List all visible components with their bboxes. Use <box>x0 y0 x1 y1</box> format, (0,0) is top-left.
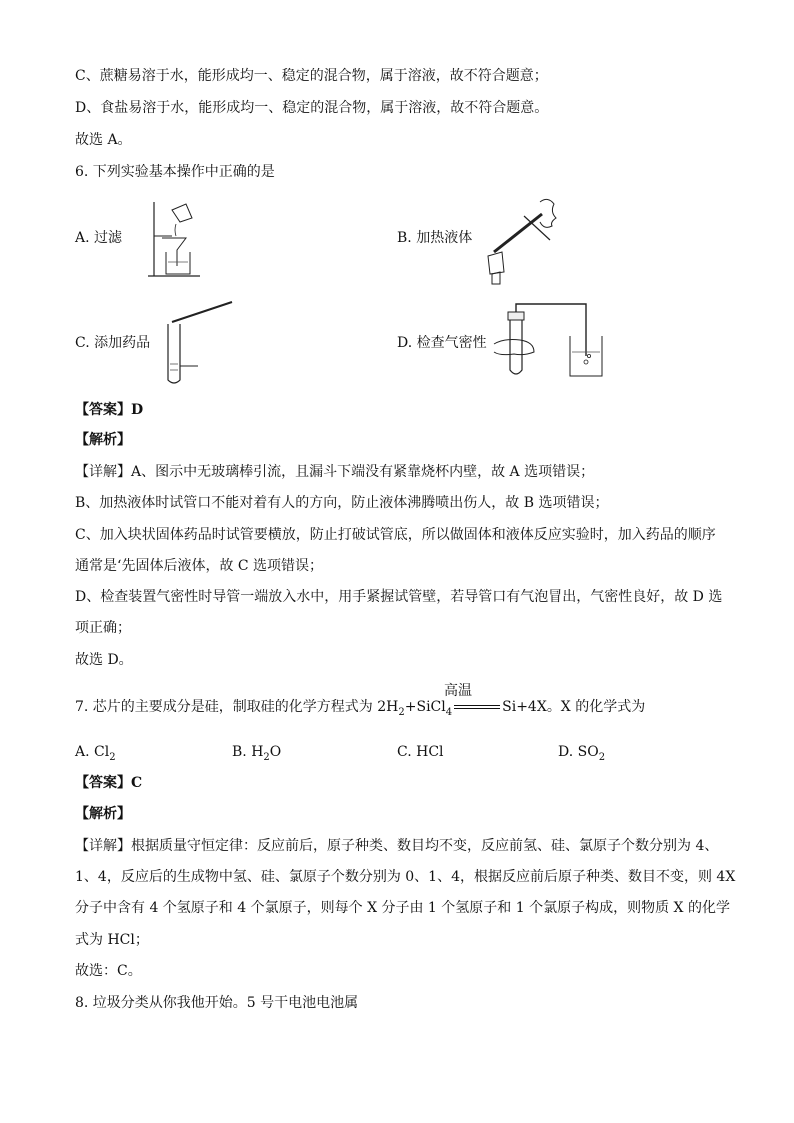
q7-stem-product: Si+4X <box>502 699 547 715</box>
adding-reagent-figure <box>158 296 240 386</box>
subscript: 2 <box>109 751 116 763</box>
q6-analysis-heading: 【解析】 <box>75 432 131 448</box>
q7-analysis-heading: 【解析】 <box>75 806 131 822</box>
q7-stem-reactant: +SiCl <box>404 699 446 715</box>
q7-detail-line: 故选：C。 <box>75 963 142 979</box>
q6-detail-line: B、加热液体时试管口不能对着有人的方向，防止液体沸腾喷出伤人，故 B 选项错误； <box>75 495 609 511</box>
reaction-condition: 高温 <box>444 683 472 699</box>
text-line: C、蔗糖易溶于水，能形成均一、稳定的混合物，属于溶液，故不符合题意； <box>75 68 548 84</box>
q7-option-d-text: D. SO <box>558 744 599 760</box>
q7-option-b-text: B. H <box>232 744 264 760</box>
heating-liquid-figure <box>478 192 568 288</box>
question-8-stem: 8. 垃圾分类从你我他开始。5 号干电池电池属 <box>75 995 359 1011</box>
q6-option-c: C. 添加药品 <box>75 335 151 351</box>
subscript: 2 <box>263 751 270 763</box>
q6-detail-line: 【详解】A、图示中无玻璃棒引流，且漏斗下端没有紧靠烧杯内壁，故 A 选项错误； <box>75 464 595 480</box>
q6-answer: 【答案】D <box>75 402 144 418</box>
q7-option-a-text: A. Cl <box>75 744 110 760</box>
q7-detail-line: 【详解】根据质量守恒定律：反应前后，原子种类、数目均不变，反应前氢、硅、氯原子个数分别为 4、 <box>75 838 719 854</box>
q6-option-b: B. 加热液体 <box>397 230 473 246</box>
q7-answer: 【答案】C <box>75 775 143 791</box>
airtightness-figure <box>490 296 610 382</box>
subscript: 4 <box>445 706 453 718</box>
q7-detail-line: 1、4，反应后的生成物中氢、硅、氯原子个数分别为 0、1、4，根据反应前后原子种类、数目不变，则 4X <box>75 869 736 885</box>
q7-option-a <box>75 742 116 768</box>
text-line: D、食盐易溶于水，能形成均一、稳定的混合物，属于溶液，故不符合题意。 <box>75 100 549 116</box>
q7-option-d <box>558 742 605 768</box>
q6-detail-line: 项正确； <box>75 620 131 636</box>
q7-stem-suffix: 。X 的化学式为 <box>546 699 646 715</box>
q6-detail-line: 故选 D。 <box>75 652 133 668</box>
q6-detail-line: D、检查装置气密性时导管一端放入水中，用手紧握试管壁，若导管口有气泡冒出，气密性良好，故 D 选 <box>75 589 723 605</box>
subscript: 2 <box>598 751 606 763</box>
q6-option-a: A. 过滤 <box>75 230 123 246</box>
text-line: 故选 A。 <box>75 132 132 148</box>
q6-option-d: D. 检查气密性 <box>397 335 487 351</box>
question-7-stem <box>75 697 645 723</box>
q6-detail-line: C、加入块状固体药品时试管要横放，防止打破试管底，所以做固体和液体反应实验时，加入药品的顺序 <box>75 527 716 543</box>
q7-option-c: C. HCl <box>397 744 444 760</box>
q7-detail-line: 分子中含有 4 个氢原子和 4 个氯原子，则每个 X 分子由 1 个氢原子和 1 个氯原子构成，则物质 X 的化学 <box>75 900 730 916</box>
q7-option-b <box>232 742 281 768</box>
reaction-arrow <box>454 705 500 709</box>
subscript: 2 <box>398 706 405 718</box>
q6-detail-line: 通常是‘先固体后液体，故 C 选项错误； <box>75 558 324 574</box>
q7-stem-prefix: 7. 芯片的主要成分是硅，制取硅的化学方程式为 2H <box>75 699 399 715</box>
filtration-figure <box>140 196 210 282</box>
question-6-stem: 6. 下列实验基本操作中正确的是 <box>75 164 275 180</box>
q7-detail-line: 式为 HCl； <box>75 932 149 948</box>
q7-option-b-tail: O <box>269 744 282 760</box>
